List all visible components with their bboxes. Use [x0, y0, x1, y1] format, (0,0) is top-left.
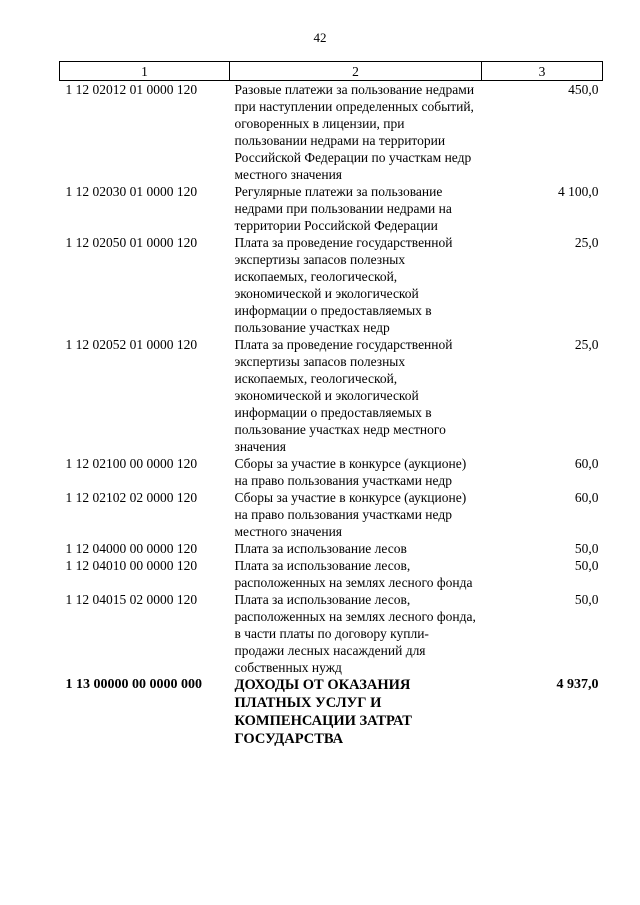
- table-row: [60, 557, 603, 591]
- table-row: [60, 455, 603, 489]
- revenue-code: 1 13 00000 00 0000 000: [65, 677, 202, 692]
- revenue-name: Сборы за участие в конкурсе (аукционе) на право пользования участками недр: [234, 456, 467, 488]
- revenue-code: 1 12 02052 01 0000 120: [65, 337, 198, 352]
- revenue-amount: 4 937,0: [556, 677, 599, 692]
- header-col-name: 2: [230, 62, 482, 81]
- revenue-amount: 25,0: [574, 235, 599, 250]
- revenue-name: Плата за проведение государственной экспертизы запасов полезных ископаемых, геологической, экономической и экологической информации о предоставляемых в пользование участках недр: [234, 235, 453, 335]
- header-row: [60, 62, 603, 81]
- revenue-amount: 50,0: [574, 541, 599, 556]
- revenue-name: Разовые платежи за пользование недрами при наступлении определенных событий, оговоренных в лицензии, при пользовании недрами на территории Российской Федерации по участкам недр местного значения: [234, 82, 475, 182]
- budget-revenue-table: [59, 61, 603, 748]
- revenue-amount: 50,0: [574, 592, 599, 607]
- table-row: [60, 183, 603, 234]
- table-row: [60, 676, 603, 748]
- revenue-name: Плата за проведение государственной экспертизы запасов полезных ископаемых, геологической, экономической и экологической информации о предоставляемых в пользование участках недр местного значения: [234, 337, 453, 454]
- table-row: [60, 336, 603, 455]
- revenue-code: 1 12 02050 01 0000 120: [65, 235, 198, 250]
- revenue-code: 1 12 02030 01 0000 120: [65, 184, 198, 199]
- revenue-name: Регулярные платежи за пользование недрами при пользовании недрами на территории Российской Федерации: [234, 184, 452, 233]
- revenue-amount: 4 100,0: [558, 184, 599, 199]
- revenue-amount: 60,0: [574, 490, 599, 505]
- revenue-code: 1 12 04000 00 0000 120: [65, 541, 198, 556]
- revenue-amount: 50,0: [574, 558, 599, 573]
- revenue-amount: 60,0: [574, 456, 599, 471]
- revenue-name: Плата за использование лесов, расположенных на землях лесного фонда: [234, 558, 473, 590]
- page-number: 42: [313, 30, 327, 45]
- revenue-code: 1 12 04015 02 0000 120: [65, 592, 198, 607]
- header-col-code: 1: [60, 62, 230, 81]
- table-row: [60, 234, 603, 336]
- revenue-name: Плата за использование лесов: [234, 541, 407, 556]
- revenue-name: Плата за использование лесов, расположенных на землях лесного фонда, в части платы по договору купли-продажи лесных насаждений для собственных нужд: [234, 592, 476, 675]
- table-row: [60, 591, 603, 676]
- table-row: [60, 540, 603, 557]
- revenue-code: 1 12 02100 00 0000 120: [65, 456, 198, 471]
- table-row: [60, 81, 603, 184]
- revenue-amount: 450,0: [568, 82, 599, 97]
- revenue-name: Сборы за участие в конкурсе (аукционе) на право пользования участками недр местного значения: [234, 490, 467, 539]
- revenue-name: ДОХОДЫ ОТ ОКАЗАНИЯ ПЛАТНЫХ УСЛУГ И КОМПЕНСАЦИИ ЗАТРАТ ГОСУДАРСТВА: [234, 677, 412, 747]
- revenue-code: 1 12 04010 00 0000 120: [65, 558, 198, 573]
- revenue-code: 1 12 02102 02 0000 120: [65, 490, 198, 505]
- revenue-code: 1 12 02012 01 0000 120: [65, 82, 198, 97]
- table-row: [60, 489, 603, 540]
- table-body: [60, 81, 603, 749]
- header-col-amount: 3: [482, 62, 603, 81]
- budget-table-container: [59, 61, 602, 748]
- table-header: [60, 62, 603, 81]
- revenue-amount: 25,0: [574, 337, 599, 352]
